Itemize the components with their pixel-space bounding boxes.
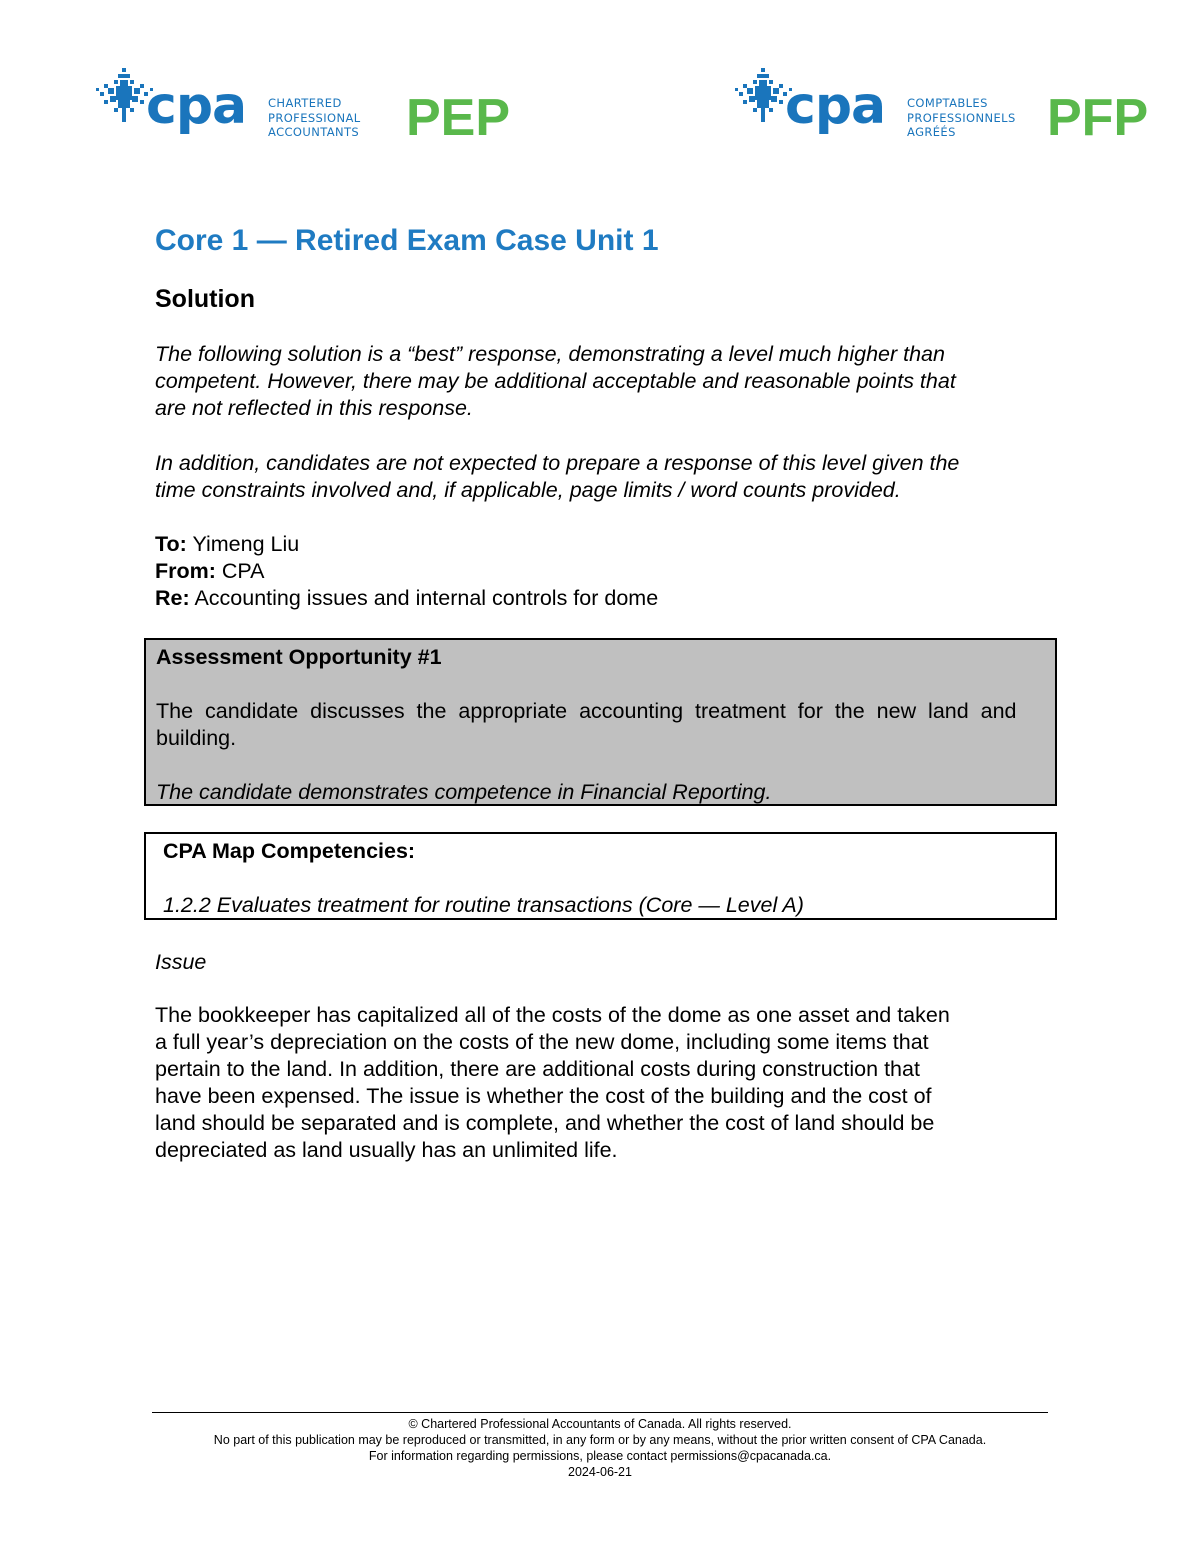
cpa-wordmark: cpa — [146, 76, 247, 136]
text-line: are not reflected in this response. — [155, 396, 473, 420]
footer-date: 2024-06-21 — [568, 1465, 632, 1479]
designation-line: ACCOUNTANTS — [268, 125, 360, 139]
assessment-heading: Assessment Opportunity #1 — [156, 645, 442, 669]
text-line: pertain to the land. In addition, there are additional costs during construction that — [155, 1057, 920, 1081]
cpa-logo-english — [96, 66, 516, 152]
designation-line: COMPTABLES — [907, 96, 988, 110]
footer-copyright: © Chartered Professional Accountants of Canada. All rights reserved. — [408, 1417, 792, 1431]
cpa-logo-french — [735, 66, 1155, 152]
footer-divider — [152, 1412, 1048, 1413]
text-line: In addition, candidates are not expected to prepare a response of this level given the — [155, 451, 960, 475]
designation-line: PROFESSIONAL — [268, 110, 361, 125]
assessment-line: building. — [156, 726, 237, 750]
page-title: Core 1 — Retired Exam Case Unit 1 — [155, 224, 659, 257]
footer-contact: For information regarding permissions, please contact permissions@cpacanada.ca. — [368, 1449, 832, 1463]
program-pep: PEP — [406, 89, 511, 147]
intro-paragraph-2 — [155, 450, 1055, 504]
text-line: have been expensed. The issue is whether the cost of the building and the cost of — [155, 1084, 932, 1108]
text-line: land should be separated and is complete, and whether the cost of land should be — [155, 1111, 935, 1135]
program-pfp: PFP — [1047, 89, 1149, 147]
footer-notice: No part of this publication may be reproduced or transmitted, in any form or by any means, without the prior written consent of CPA Canada. — [213, 1433, 987, 1447]
memo-header — [155, 531, 658, 612]
issue-paragraph — [155, 1002, 1055, 1164]
designation-lines — [907, 96, 1016, 140]
memo-from-label: From: — [155, 559, 216, 583]
memo-to — [155, 531, 658, 558]
issue-label: Issue — [155, 950, 207, 974]
competency-item: 1.2.2 Evaluates treatment for routine transactions (Core — Level A) — [163, 893, 804, 917]
memo-to-value: Yimeng Liu — [192, 532, 300, 556]
text-line: The bookkeeper has capitalized all of the costs of the dome as one asset and taken — [155, 1003, 950, 1027]
cpa-wordmark: cpa — [785, 76, 886, 136]
designation-lines — [268, 96, 361, 140]
memo-to-label: To: — [155, 532, 187, 556]
text-line: The following solution is a “best” response, demonstrating a level much higher than — [155, 342, 945, 366]
text-line: competent. However, there may be additional acceptable and reasonable points that — [155, 369, 956, 393]
designation-line: PROFESSIONNELS — [907, 110, 1016, 125]
competencies-heading: CPA Map Competencies: — [163, 839, 416, 863]
page-subtitle: Solution — [155, 285, 255, 313]
assessment-line: The candidate discusses the appropriate accounting treatment for the new land and — [156, 699, 1017, 723]
footer — [100, 1416, 1100, 1480]
intro-paragraph-1 — [155, 341, 1055, 422]
cpa-map-competencies-box — [144, 832, 1057, 920]
designation-line: AGRÉÉS — [907, 125, 956, 139]
assessment-competence: The candidate demonstrates competence in Financial Reporting. — [156, 780, 772, 804]
memo-from-value: CPA — [221, 559, 265, 583]
text-line: depreciated as land usually has an unlimited life. — [155, 1138, 618, 1162]
assessment-opportunity-box — [144, 638, 1057, 806]
memo-re-value: Accounting issues and internal controls for dome — [194, 586, 659, 610]
designation-line: CHARTERED — [268, 96, 342, 110]
text-line: a full year’s depreciation on the costs of the new dome, including some items that — [155, 1030, 929, 1054]
text-line: time constraints involved and, if applicable, page limits / word counts provided. — [155, 478, 901, 502]
issue-heading — [155, 949, 1055, 976]
memo-re — [155, 585, 658, 612]
memo-re-label: Re: — [155, 586, 190, 610]
memo-from — [155, 558, 658, 585]
